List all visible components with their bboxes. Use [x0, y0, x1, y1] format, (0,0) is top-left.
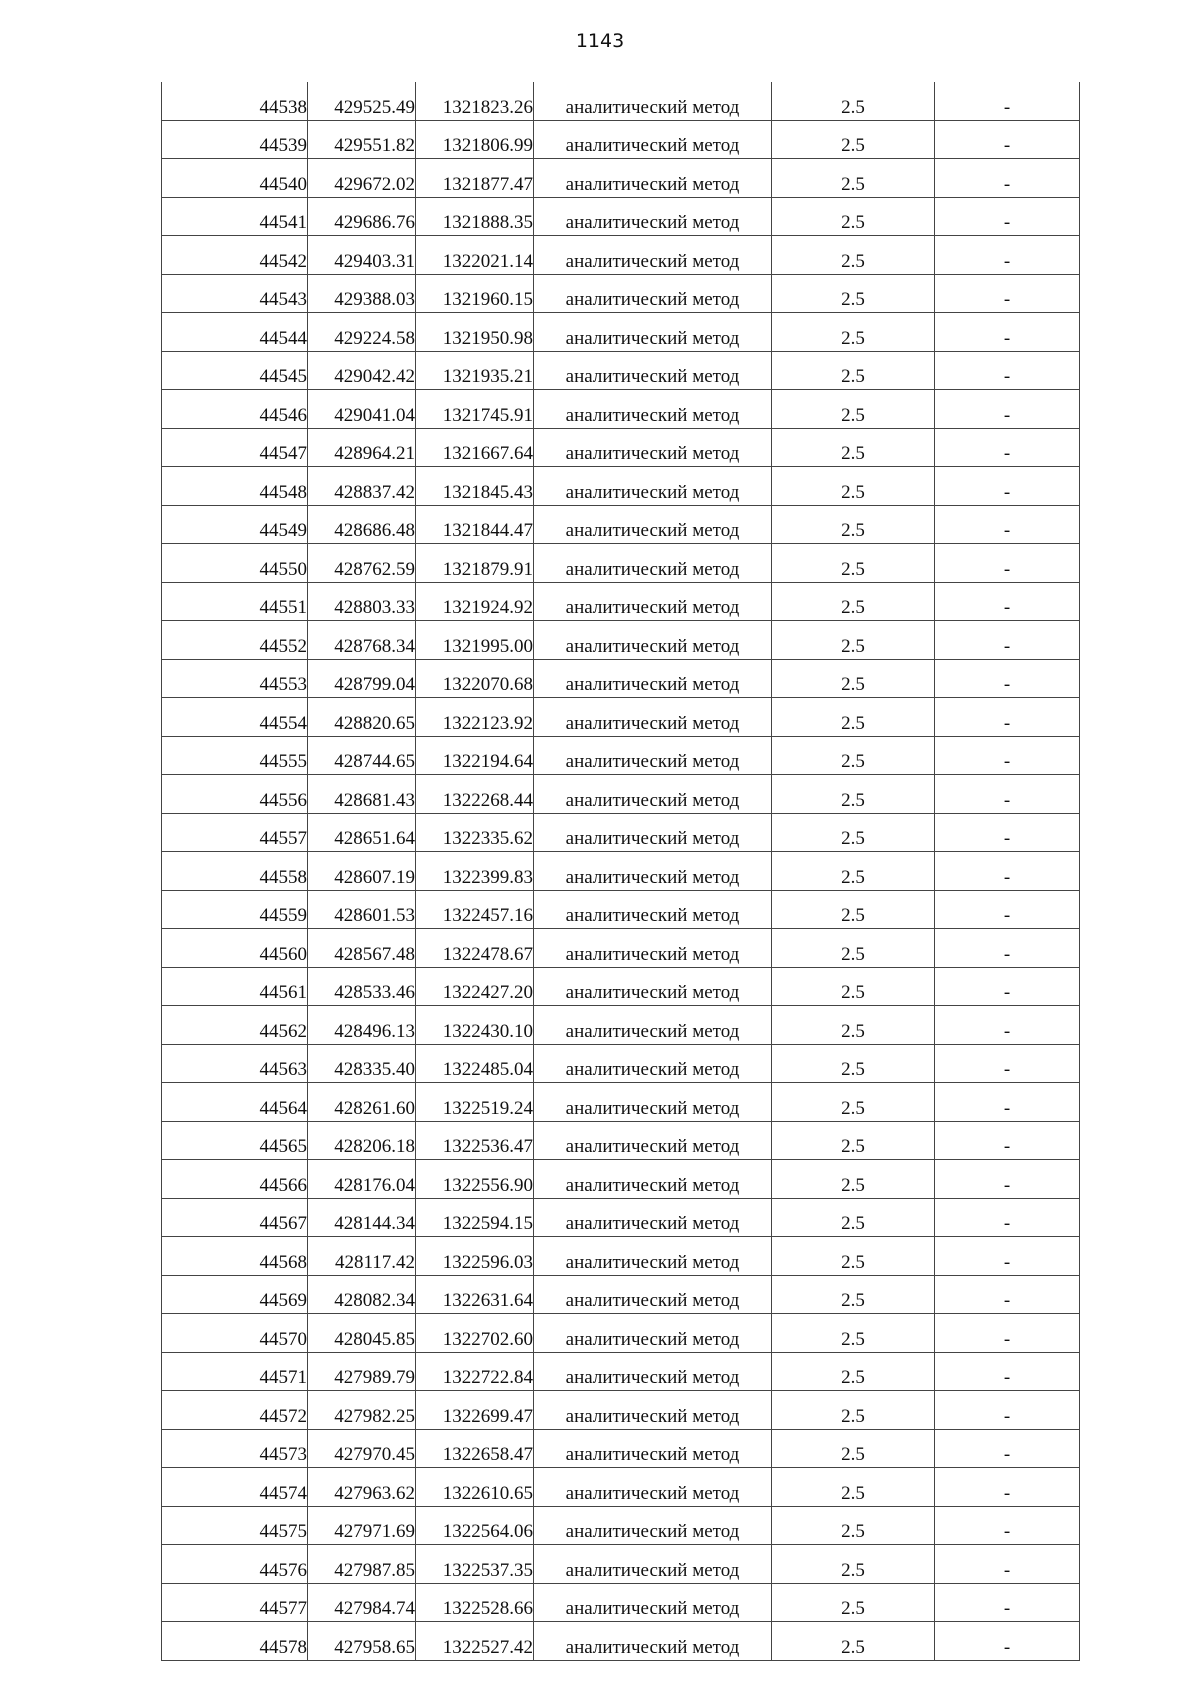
- table-row: [162, 967, 1080, 1006]
- method-cell: аналитический метод: [534, 1275, 772, 1314]
- point-number-cell: 44564: [162, 1083, 308, 1122]
- y-coordinate-cell: 1322594.15: [416, 1198, 534, 1237]
- table-row: [162, 1198, 1080, 1237]
- x-coordinate-cell: 428607.19: [308, 852, 416, 891]
- accuracy-cell: 2.5: [772, 1506, 935, 1545]
- description-cell: -: [935, 159, 1080, 198]
- point-number-cell: 44538: [162, 82, 308, 120]
- table-row: [162, 1622, 1080, 1661]
- accuracy-cell: 2.5: [772, 1160, 935, 1199]
- y-coordinate-cell: 1321888.35: [416, 197, 534, 236]
- accuracy-cell: 2.5: [772, 82, 935, 120]
- y-coordinate-cell: 1322123.92: [416, 698, 534, 737]
- y-coordinate-cell: 1322519.24: [416, 1083, 534, 1122]
- table-row: [162, 313, 1080, 352]
- description-cell: -: [935, 1468, 1080, 1507]
- table-row: [162, 1506, 1080, 1545]
- table-row: [162, 1160, 1080, 1199]
- point-number-cell: 44566: [162, 1160, 308, 1199]
- table-row: [162, 1352, 1080, 1391]
- description-cell: -: [935, 1198, 1080, 1237]
- point-number-cell: 44558: [162, 852, 308, 891]
- x-coordinate-cell: 428533.46: [308, 967, 416, 1006]
- accuracy-cell: 2.5: [772, 390, 935, 429]
- table-row: [162, 82, 1080, 120]
- y-coordinate-cell: 1321924.92: [416, 582, 534, 621]
- x-coordinate-cell: 428681.43: [308, 775, 416, 814]
- accuracy-cell: 2.5: [772, 236, 935, 275]
- table-row: [162, 1044, 1080, 1083]
- point-number-cell: 44560: [162, 929, 308, 968]
- y-coordinate-cell: 1322536.47: [416, 1121, 534, 1160]
- description-cell: -: [935, 197, 1080, 236]
- y-coordinate-cell: 1322399.83: [416, 852, 534, 891]
- description-cell: -: [935, 428, 1080, 467]
- table-row: [162, 1121, 1080, 1160]
- y-coordinate-cell: 1322457.16: [416, 890, 534, 929]
- point-number-cell: 44571: [162, 1352, 308, 1391]
- table-row: [162, 1237, 1080, 1276]
- accuracy-cell: 2.5: [772, 428, 935, 467]
- description-cell: -: [935, 736, 1080, 775]
- accuracy-cell: 2.5: [772, 467, 935, 506]
- x-coordinate-cell: 428762.59: [308, 544, 416, 583]
- y-coordinate-cell: 1322699.47: [416, 1391, 534, 1430]
- description-cell: -: [935, 582, 1080, 621]
- y-coordinate-cell: 1322631.64: [416, 1275, 534, 1314]
- accuracy-cell: 2.5: [772, 967, 935, 1006]
- x-coordinate-cell: 428803.33: [308, 582, 416, 621]
- y-coordinate-cell: 1321667.64: [416, 428, 534, 467]
- method-cell: аналитический метод: [534, 390, 772, 429]
- point-number-cell: 44567: [162, 1198, 308, 1237]
- point-number-cell: 44578: [162, 1622, 308, 1661]
- accuracy-cell: 2.5: [772, 1275, 935, 1314]
- accuracy-cell: 2.5: [772, 621, 935, 660]
- x-coordinate-cell: 428261.60: [308, 1083, 416, 1122]
- description-cell: -: [935, 659, 1080, 698]
- description-cell: -: [935, 313, 1080, 352]
- point-number-cell: 44548: [162, 467, 308, 506]
- table-row: [162, 852, 1080, 891]
- accuracy-cell: 2.5: [772, 1583, 935, 1622]
- method-cell: аналитический метод: [534, 621, 772, 660]
- x-coordinate-cell: 428651.64: [308, 813, 416, 852]
- method-cell: аналитический метод: [534, 890, 772, 929]
- method-cell: аналитический метод: [534, 1160, 772, 1199]
- description-cell: -: [935, 1583, 1080, 1622]
- description-cell: -: [935, 1506, 1080, 1545]
- method-cell: аналитический метод: [534, 1198, 772, 1237]
- table-row: [162, 890, 1080, 929]
- x-coordinate-cell: 427982.25: [308, 1391, 416, 1430]
- table-row: [162, 1545, 1080, 1584]
- x-coordinate-cell: 427987.85: [308, 1545, 416, 1584]
- method-cell: аналитический метод: [534, 1468, 772, 1507]
- point-number-cell: 44551: [162, 582, 308, 621]
- method-cell: аналитический метод: [534, 1121, 772, 1160]
- y-coordinate-cell: 1322335.62: [416, 813, 534, 852]
- accuracy-cell: 2.5: [772, 1314, 935, 1353]
- accuracy-cell: 2.5: [772, 852, 935, 891]
- accuracy-cell: 2.5: [772, 1121, 935, 1160]
- method-cell: аналитический метод: [534, 736, 772, 775]
- description-cell: -: [935, 698, 1080, 737]
- accuracy-cell: 2.5: [772, 775, 935, 814]
- y-coordinate-cell: 1322478.67: [416, 929, 534, 968]
- table-row: [162, 621, 1080, 660]
- table-row: [162, 351, 1080, 390]
- method-cell: аналитический метод: [534, 1006, 772, 1045]
- table-row: [162, 1006, 1080, 1045]
- x-coordinate-cell: 428768.34: [308, 621, 416, 660]
- accuracy-cell: 2.5: [772, 1545, 935, 1584]
- y-coordinate-cell: 1322485.04: [416, 1044, 534, 1083]
- method-cell: аналитический метод: [534, 582, 772, 621]
- y-coordinate-cell: 1321877.47: [416, 159, 534, 198]
- x-coordinate-cell: 428496.13: [308, 1006, 416, 1045]
- point-number-cell: 44555: [162, 736, 308, 775]
- x-coordinate-cell: 429672.02: [308, 159, 416, 198]
- accuracy-cell: 2.5: [772, 1468, 935, 1507]
- point-number-cell: 44554: [162, 698, 308, 737]
- page-number: 1143: [575, 30, 625, 52]
- description-cell: -: [935, 1352, 1080, 1391]
- y-coordinate-cell: 1322194.64: [416, 736, 534, 775]
- y-coordinate-cell: 1321844.47: [416, 505, 534, 544]
- point-number-cell: 44563: [162, 1044, 308, 1083]
- y-coordinate-cell: 1321823.26: [416, 82, 534, 120]
- accuracy-cell: 2.5: [772, 890, 935, 929]
- x-coordinate-cell: 428082.34: [308, 1275, 416, 1314]
- y-coordinate-cell: 1322722.84: [416, 1352, 534, 1391]
- description-cell: -: [935, 390, 1080, 429]
- description-cell: -: [935, 1622, 1080, 1661]
- y-coordinate-cell: 1322658.47: [416, 1429, 534, 1468]
- y-coordinate-cell: 1322070.68: [416, 659, 534, 698]
- description-cell: -: [935, 1083, 1080, 1122]
- description-cell: -: [935, 544, 1080, 583]
- method-cell: аналитический метод: [534, 813, 772, 852]
- method-cell: аналитический метод: [534, 775, 772, 814]
- table-row: [162, 929, 1080, 968]
- x-coordinate-cell: 429041.04: [308, 390, 416, 429]
- method-cell: аналитический метод: [534, 929, 772, 968]
- x-coordinate-cell: 428837.42: [308, 467, 416, 506]
- y-coordinate-cell: 1322427.20: [416, 967, 534, 1006]
- table-row: [162, 274, 1080, 313]
- table-row: [162, 390, 1080, 429]
- method-cell: аналитический метод: [534, 1083, 772, 1122]
- point-number-cell: 44562: [162, 1006, 308, 1045]
- description-cell: -: [935, 1006, 1080, 1045]
- point-number-cell: 44550: [162, 544, 308, 583]
- x-coordinate-cell: 429224.58: [308, 313, 416, 352]
- method-cell: аналитический метод: [534, 1622, 772, 1661]
- coordinates-table: [161, 82, 1080, 1661]
- x-coordinate-cell: 427971.69: [308, 1506, 416, 1545]
- method-cell: аналитический метод: [534, 1044, 772, 1083]
- point-number-cell: 44553: [162, 659, 308, 698]
- accuracy-cell: 2.5: [772, 544, 935, 583]
- x-coordinate-cell: 428964.21: [308, 428, 416, 467]
- point-number-cell: 44568: [162, 1237, 308, 1276]
- x-coordinate-cell: 429042.42: [308, 351, 416, 390]
- accuracy-cell: 2.5: [772, 698, 935, 737]
- x-coordinate-cell: 429686.76: [308, 197, 416, 236]
- x-coordinate-cell: 428686.48: [308, 505, 416, 544]
- x-coordinate-cell: 427963.62: [308, 1468, 416, 1507]
- table-row: [162, 197, 1080, 236]
- point-number-cell: 44569: [162, 1275, 308, 1314]
- description-cell: -: [935, 467, 1080, 506]
- point-number-cell: 44561: [162, 967, 308, 1006]
- table-row: [162, 736, 1080, 775]
- description-cell: -: [935, 1314, 1080, 1353]
- y-coordinate-cell: 1321806.99: [416, 120, 534, 159]
- method-cell: аналитический метод: [534, 1506, 772, 1545]
- x-coordinate-cell: 429525.49: [308, 82, 416, 120]
- accuracy-cell: 2.5: [772, 813, 935, 852]
- description-cell: -: [935, 852, 1080, 891]
- method-cell: аналитический метод: [534, 1237, 772, 1276]
- table-row: [162, 236, 1080, 275]
- y-coordinate-cell: 1321935.21: [416, 351, 534, 390]
- y-coordinate-cell: 1322610.65: [416, 1468, 534, 1507]
- y-coordinate-cell: 1322556.90: [416, 1160, 534, 1199]
- accuracy-cell: 2.5: [772, 1198, 935, 1237]
- accuracy-cell: 2.5: [772, 1391, 935, 1430]
- description-cell: -: [935, 1391, 1080, 1430]
- method-cell: аналитический метод: [534, 967, 772, 1006]
- table-row: [162, 698, 1080, 737]
- table-row: [162, 1314, 1080, 1353]
- description-cell: -: [935, 1275, 1080, 1314]
- point-number-cell: 44549: [162, 505, 308, 544]
- x-coordinate-cell: 428567.48: [308, 929, 416, 968]
- method-cell: аналитический метод: [534, 313, 772, 352]
- point-number-cell: 44542: [162, 236, 308, 275]
- accuracy-cell: 2.5: [772, 351, 935, 390]
- point-number-cell: 44541: [162, 197, 308, 236]
- accuracy-cell: 2.5: [772, 1083, 935, 1122]
- y-coordinate-cell: 1322537.35: [416, 1545, 534, 1584]
- table-row: [162, 1583, 1080, 1622]
- method-cell: аналитический метод: [534, 120, 772, 159]
- description-cell: -: [935, 775, 1080, 814]
- accuracy-cell: 2.5: [772, 159, 935, 198]
- y-coordinate-cell: 1321879.91: [416, 544, 534, 583]
- x-coordinate-cell: 428045.85: [308, 1314, 416, 1353]
- y-coordinate-cell: 1321745.91: [416, 390, 534, 429]
- point-number-cell: 44565: [162, 1121, 308, 1160]
- method-cell: аналитический метод: [534, 428, 772, 467]
- y-coordinate-cell: 1322702.60: [416, 1314, 534, 1353]
- table-row: [162, 1083, 1080, 1122]
- table-row: [162, 428, 1080, 467]
- table-row: [162, 120, 1080, 159]
- description-cell: -: [935, 82, 1080, 120]
- method-cell: аналитический метод: [534, 852, 772, 891]
- accuracy-cell: 2.5: [772, 1237, 935, 1276]
- accuracy-cell: 2.5: [772, 1044, 935, 1083]
- table-row: [162, 467, 1080, 506]
- x-coordinate-cell: 428144.34: [308, 1198, 416, 1237]
- y-coordinate-cell: 1322527.42: [416, 1622, 534, 1661]
- y-coordinate-cell: 1322564.06: [416, 1506, 534, 1545]
- x-coordinate-cell: 427970.45: [308, 1429, 416, 1468]
- x-coordinate-cell: 427984.74: [308, 1583, 416, 1622]
- table-row: [162, 813, 1080, 852]
- y-coordinate-cell: 1322596.03: [416, 1237, 534, 1276]
- accuracy-cell: 2.5: [772, 120, 935, 159]
- description-cell: -: [935, 120, 1080, 159]
- accuracy-cell: 2.5: [772, 1622, 935, 1661]
- y-coordinate-cell: 1322021.14: [416, 236, 534, 275]
- point-number-cell: 44574: [162, 1468, 308, 1507]
- table-row: [162, 544, 1080, 583]
- method-cell: аналитический метод: [534, 505, 772, 544]
- description-cell: -: [935, 1121, 1080, 1160]
- description-cell: -: [935, 351, 1080, 390]
- point-number-cell: 44540: [162, 159, 308, 198]
- table-row: [162, 1275, 1080, 1314]
- x-coordinate-cell: 428744.65: [308, 736, 416, 775]
- description-cell: -: [935, 236, 1080, 275]
- x-coordinate-cell: 428601.53: [308, 890, 416, 929]
- point-number-cell: 44556: [162, 775, 308, 814]
- method-cell: аналитический метод: [534, 1583, 772, 1622]
- y-coordinate-cell: 1321960.15: [416, 274, 534, 313]
- x-coordinate-cell: 428176.04: [308, 1160, 416, 1199]
- x-coordinate-cell: 429403.31: [308, 236, 416, 275]
- point-number-cell: 44577: [162, 1583, 308, 1622]
- description-cell: -: [935, 621, 1080, 660]
- table-row: [162, 582, 1080, 621]
- point-number-cell: 44547: [162, 428, 308, 467]
- table-row: [162, 1429, 1080, 1468]
- description-cell: -: [935, 813, 1080, 852]
- description-cell: -: [935, 1044, 1080, 1083]
- y-coordinate-cell: 1322528.66: [416, 1583, 534, 1622]
- y-coordinate-cell: 1322268.44: [416, 775, 534, 814]
- point-number-cell: 44543: [162, 274, 308, 313]
- table-row: [162, 505, 1080, 544]
- y-coordinate-cell: 1321950.98: [416, 313, 534, 352]
- point-number-cell: 44576: [162, 1545, 308, 1584]
- method-cell: аналитический метод: [534, 544, 772, 583]
- point-number-cell: 44544: [162, 313, 308, 352]
- x-coordinate-cell: 428117.42: [308, 1237, 416, 1276]
- point-number-cell: 44570: [162, 1314, 308, 1353]
- y-coordinate-cell: 1321845.43: [416, 467, 534, 506]
- description-cell: -: [935, 274, 1080, 313]
- x-coordinate-cell: 428206.18: [308, 1121, 416, 1160]
- point-number-cell: 44539: [162, 120, 308, 159]
- accuracy-cell: 2.5: [772, 505, 935, 544]
- method-cell: аналитический метод: [534, 1314, 772, 1353]
- description-cell: -: [935, 505, 1080, 544]
- accuracy-cell: 2.5: [772, 1429, 935, 1468]
- point-number-cell: 44573: [162, 1429, 308, 1468]
- x-coordinate-cell: 429388.03: [308, 274, 416, 313]
- method-cell: аналитический метод: [534, 1391, 772, 1430]
- method-cell: аналитический метод: [534, 159, 772, 198]
- x-coordinate-cell: 429551.82: [308, 120, 416, 159]
- x-coordinate-cell: 428799.04: [308, 659, 416, 698]
- method-cell: аналитический метод: [534, 1352, 772, 1391]
- point-number-cell: 44557: [162, 813, 308, 852]
- table-row: [162, 159, 1080, 198]
- method-cell: аналитический метод: [534, 467, 772, 506]
- y-coordinate-cell: 1322430.10: [416, 1006, 534, 1045]
- point-number-cell: 44572: [162, 1391, 308, 1430]
- accuracy-cell: 2.5: [772, 659, 935, 698]
- y-coordinate-cell: 1321995.00: [416, 621, 534, 660]
- point-number-cell: 44552: [162, 621, 308, 660]
- description-cell: -: [935, 1237, 1080, 1276]
- accuracy-cell: 2.5: [772, 197, 935, 236]
- description-cell: -: [935, 1545, 1080, 1584]
- method-cell: аналитический метод: [534, 236, 772, 275]
- x-coordinate-cell: 428335.40: [308, 1044, 416, 1083]
- description-cell: -: [935, 890, 1080, 929]
- x-coordinate-cell: 427958.65: [308, 1622, 416, 1661]
- description-cell: -: [935, 929, 1080, 968]
- method-cell: аналитический метод: [534, 1429, 772, 1468]
- point-number-cell: 44575: [162, 1506, 308, 1545]
- description-cell: -: [935, 1429, 1080, 1468]
- table-row: [162, 659, 1080, 698]
- description-cell: -: [935, 967, 1080, 1006]
- method-cell: аналитический метод: [534, 659, 772, 698]
- description-cell: -: [935, 1160, 1080, 1199]
- method-cell: аналитический метод: [534, 351, 772, 390]
- accuracy-cell: 2.5: [772, 313, 935, 352]
- accuracy-cell: 2.5: [772, 929, 935, 968]
- accuracy-cell: 2.5: [772, 1006, 935, 1045]
- accuracy-cell: 2.5: [772, 1352, 935, 1391]
- method-cell: аналитический метод: [534, 274, 772, 313]
- table-body: [162, 82, 1080, 1660]
- point-number-cell: 44559: [162, 890, 308, 929]
- method-cell: аналитический метод: [534, 82, 772, 120]
- table-row: [162, 1391, 1080, 1430]
- table-row: [162, 1468, 1080, 1507]
- method-cell: аналитический метод: [534, 1545, 772, 1584]
- accuracy-cell: 2.5: [772, 274, 935, 313]
- accuracy-cell: 2.5: [772, 736, 935, 775]
- method-cell: аналитический метод: [534, 698, 772, 737]
- point-number-cell: 44545: [162, 351, 308, 390]
- accuracy-cell: 2.5: [772, 582, 935, 621]
- point-number-cell: 44546: [162, 390, 308, 429]
- table-row: [162, 775, 1080, 814]
- x-coordinate-cell: 427989.79: [308, 1352, 416, 1391]
- method-cell: аналитический метод: [534, 197, 772, 236]
- x-coordinate-cell: 428820.65: [308, 698, 416, 737]
